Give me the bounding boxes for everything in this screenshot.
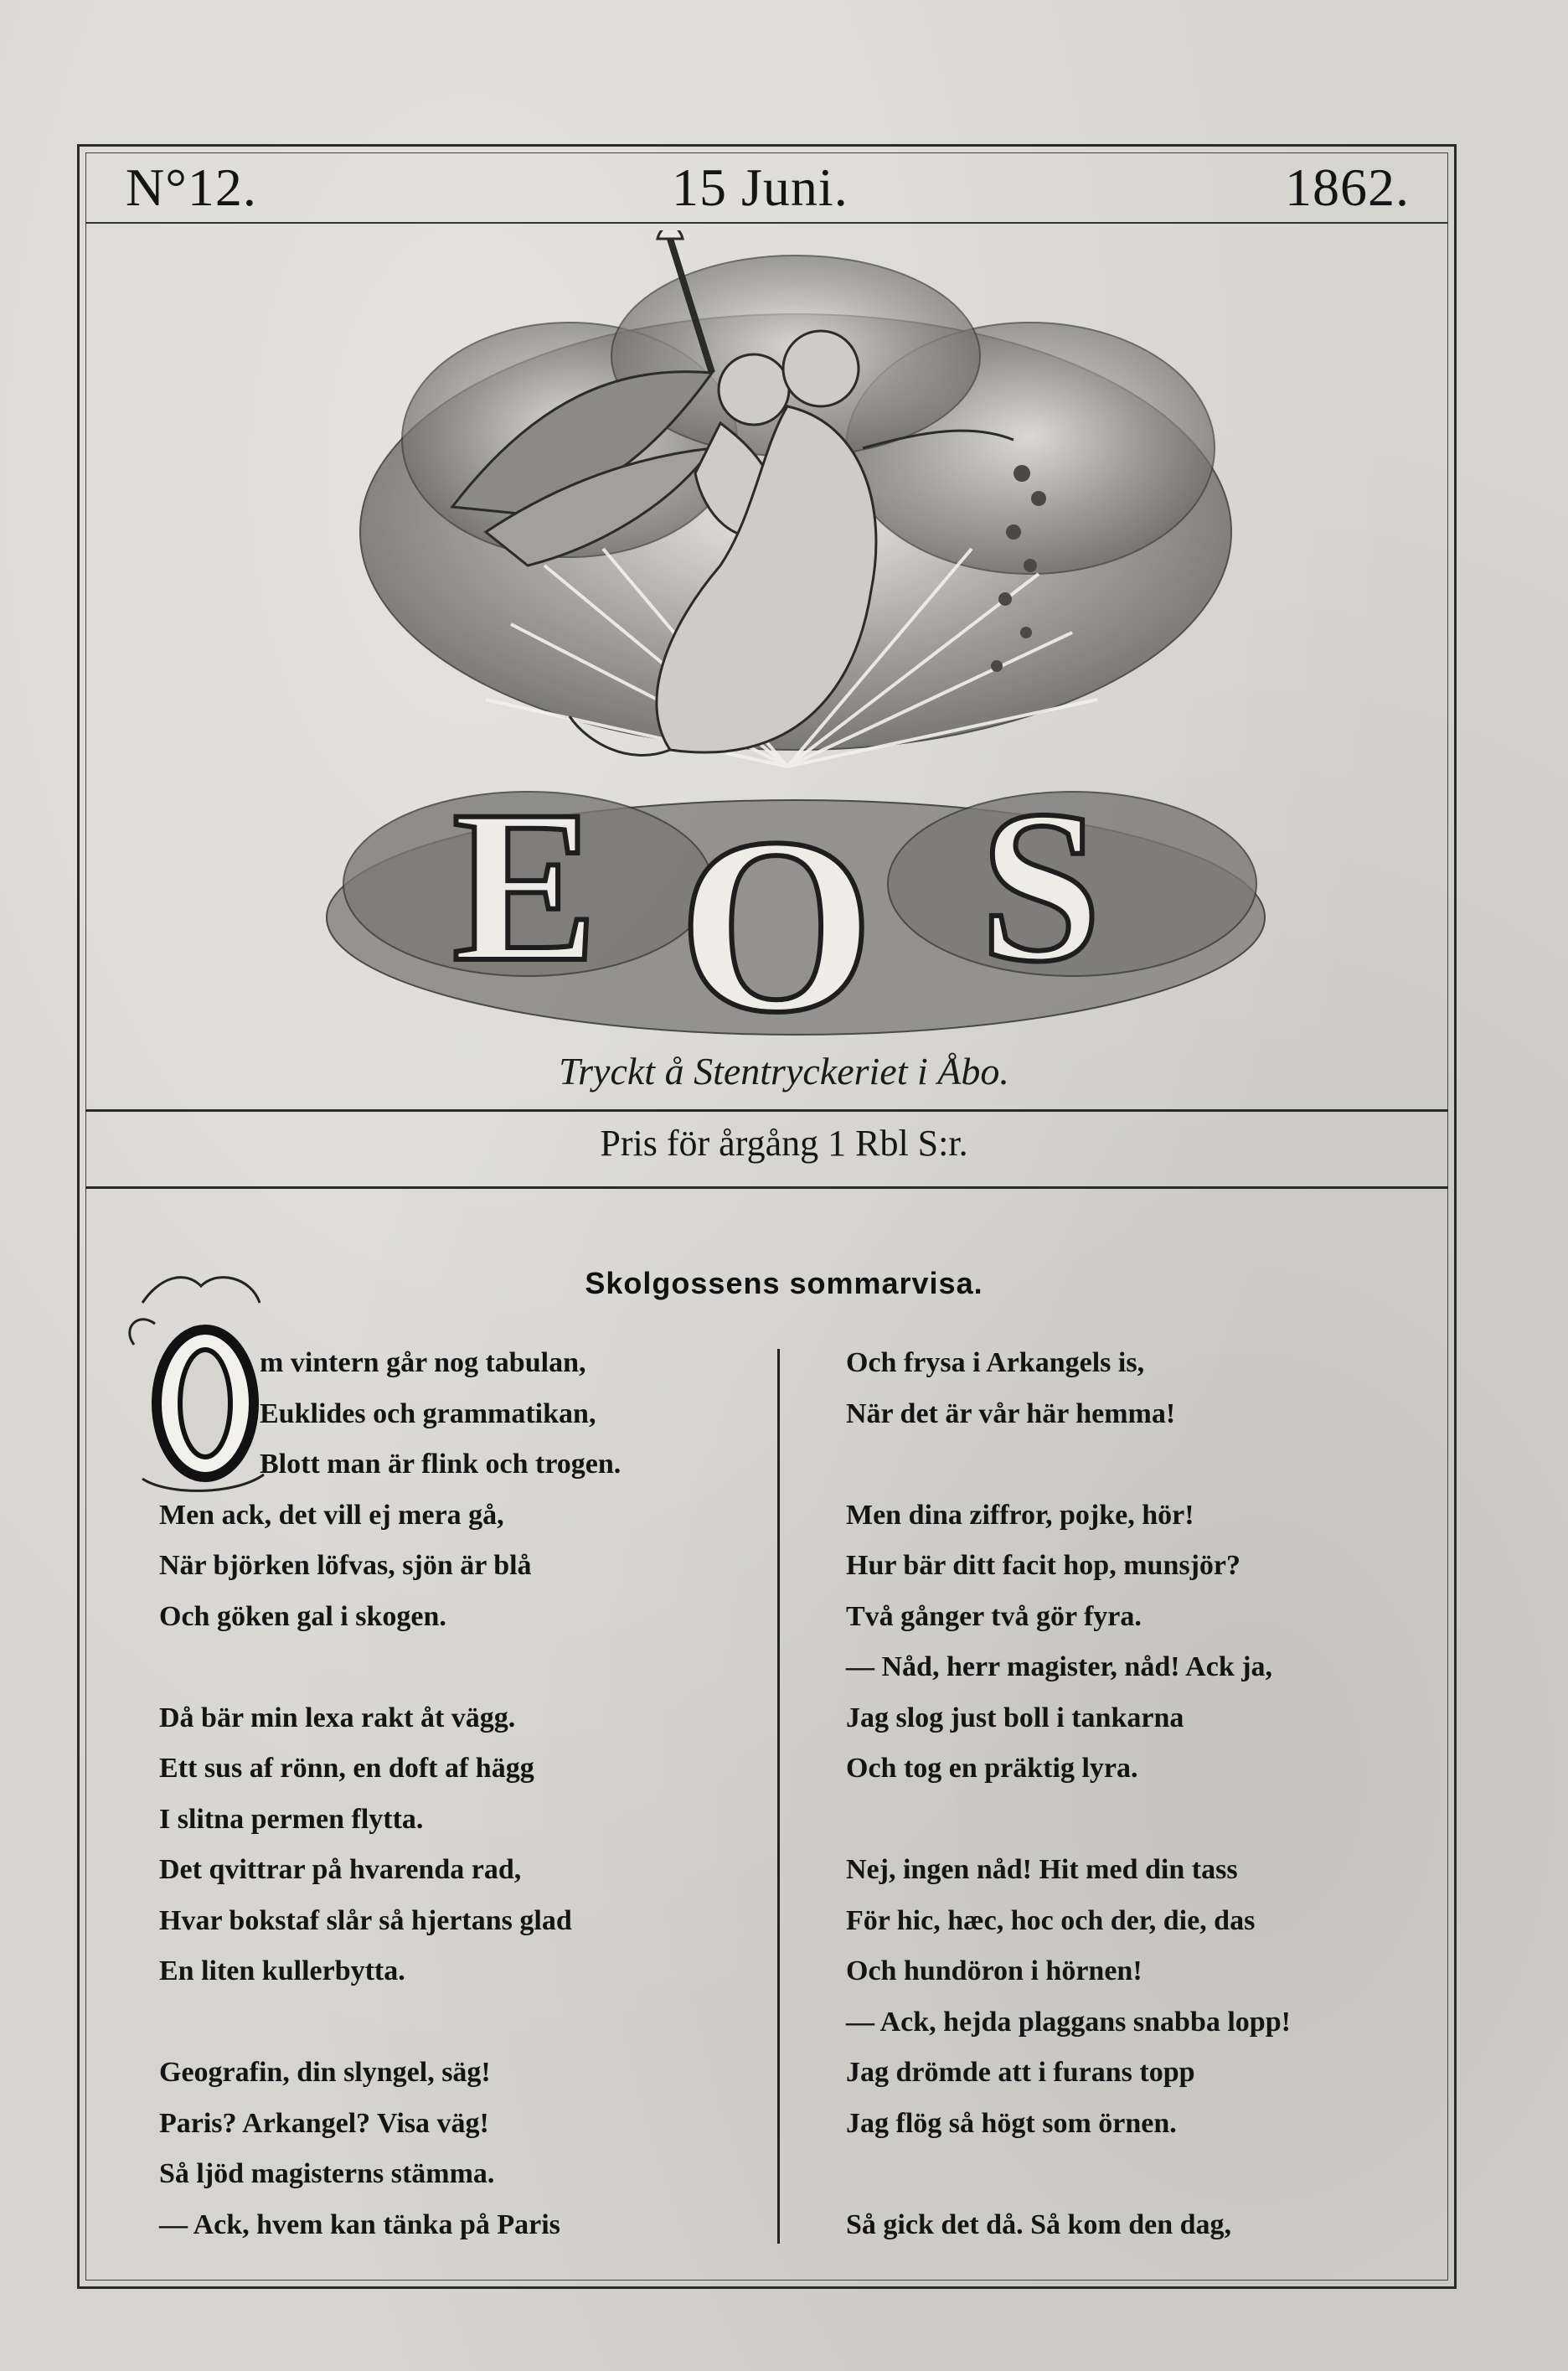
poem-right-column <box>846 1338 1449 2250</box>
issue-number: N°12. <box>126 158 257 217</box>
title-letter-e: E <box>452 766 598 1007</box>
masthead-vignette <box>318 230 1273 1077</box>
poem-line: — Ack, hejda plaggans snabba lopp! <box>846 2006 1291 2038</box>
stanza-gap <box>159 1997 762 2048</box>
poem-left-column <box>159 1338 762 2250</box>
poem-line: Hvar bokstaf slår så hjertans glad <box>159 1904 572 1936</box>
stanza-gap <box>846 1439 1449 1490</box>
poem-line: — Ack, hvem kan tänka på Paris <box>159 2208 560 2240</box>
poem-line: Geografin, din slyngel, säg! <box>159 2057 491 2088</box>
poem-line: Så gick det då. Så kom den dag, <box>846 2208 1232 2240</box>
poem-line: — Nåd, herr magister, nåd! Ack ja, <box>846 1651 1273 1682</box>
price-line: Pris för årgång 1 Rbl S:r. <box>600 1123 968 1164</box>
poem-line: m vintern går nog tabulan, <box>260 1347 586 1378</box>
poem-line: Då bär min lexa rakt åt vägg. <box>159 1702 516 1733</box>
poem-line: När det är vår här hemma! <box>846 1397 1176 1429</box>
poem-line: Jag drömde att i furans topp <box>846 2057 1195 2088</box>
divider-rule <box>85 1186 1448 1189</box>
stanza-gap <box>846 2149 1449 2200</box>
issue-year: 1862. <box>1285 158 1410 217</box>
printer-line: Tryckt å Stentryckeriet i Åbo. <box>559 1050 1009 1093</box>
stanza-gap <box>846 1795 1449 1846</box>
poem-title: Skolgossens sommarvisa. <box>585 1266 983 1300</box>
poem-line: Euklides och grammatikan, <box>260 1397 596 1429</box>
column-divider <box>777 1349 780 2244</box>
poem-line: Paris? Arkangel? Visa väg! <box>159 2107 489 2139</box>
poem-line: Två gånger två gör fyra. <box>846 1600 1142 1632</box>
poem-line: Så ljöd magisterns stämma. <box>159 2158 495 2189</box>
poem-line: När björken löfvas, sjön är blå <box>159 1550 532 1581</box>
poem-line: I slitna permen flytta. <box>159 1803 424 1835</box>
poem-line: Blott man är flink och trogen. <box>260 1449 622 1480</box>
poem-line: Och hundöron i hörnen! <box>846 1955 1142 1986</box>
poem-line: Men dina ziffror, pojke, hör! <box>846 1499 1194 1531</box>
poem-line: En liten kullerbytta. <box>159 1955 405 1986</box>
eos-illustration <box>318 230 1273 1077</box>
poem-line: För hic, hæc, hoc och der, die, das <box>846 1904 1256 1936</box>
poem-line: Jag slog just boll i tankarna <box>846 1702 1184 1733</box>
poem-line: Och tog en präktig lyra. <box>846 1753 1138 1784</box>
masthead <box>85 155 1448 224</box>
poem-line: Men ack, det vill ej mera gå, <box>159 1499 504 1531</box>
title-letter-s: S <box>980 766 1101 1007</box>
stanza-gap <box>159 1642 762 1693</box>
poem-line: Hur bär ditt facit hop, munsjör? <box>846 1550 1241 1581</box>
divider-rule <box>85 1109 1448 1112</box>
poem-line: Och frysa i Arkangels is, <box>846 1347 1145 1378</box>
poem-line: Och göken gal i skogen. <box>159 1600 446 1632</box>
poem-line: Ett sus af rönn, en doft af hägg <box>159 1753 534 1784</box>
issue-date: 15 Juni. <box>672 158 848 217</box>
poem-line: Det qvittrar på hvarenda rad, <box>159 1854 522 1885</box>
poem-line: Nej, ingen nåd! Hit med din tass <box>846 1854 1238 1885</box>
poem-line: Jag flög så högt som örnen. <box>846 2107 1177 2139</box>
title-letter-o: O <box>678 786 874 1064</box>
